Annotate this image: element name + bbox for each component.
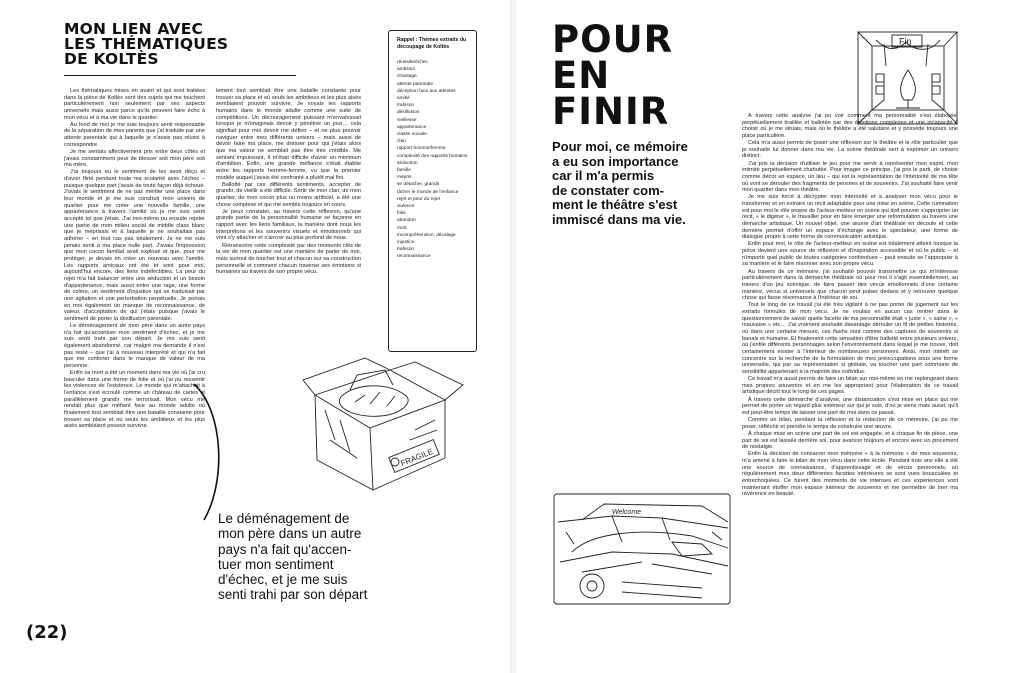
body-paragraph: À travers cette analyse j'ai pu voir comment ma personnalité s'est élaborée, perpétuellement tiraillée et ballotée par des émotions complexes et une incapacité à choisir où je me situais, mais où le théâtre a été salutaire et y possède toujours une place particulière. xyxy=(742,113,958,139)
body-paragraph: Le déménagement de mon père dans un autre pays n'a fait qu'accentuer mon sentiment d'échec, et je me suis senti trahi par son départ. Je me suis senti également abandonné, car malgré ma demande il n'est pas resté – que j'ai à nouveau interprété et qui n'a fait que me conforter dans le manque de valeur de ma personne. xyxy=(64,322,205,369)
right-title-line: FINIR xyxy=(552,90,670,133)
theme-item: tâcher le monde de l'enfance xyxy=(397,189,459,195)
pull-quote-line: tuer mon sentiment xyxy=(218,556,334,572)
theme-item: abandon xyxy=(397,218,416,224)
lead-line: immiscé dans ma vie. xyxy=(552,211,686,227)
sketch-fragile-box xyxy=(295,340,470,500)
theme-item: appartenance xyxy=(397,124,427,130)
decorative-curve xyxy=(190,382,230,522)
body-paragraph: Les thématiques mises en avant et qui sont traitées dans la pièce de Koltès sont des sujets qui me touchent particulièrement non seulement par ses aspects universels mais aussi parce qu'ils peuvent faire écho à mon vécu et à ma vie dans le quartier. xyxy=(64,88,205,121)
theme-item: mépris xyxy=(397,175,412,181)
lead-line: de constater com- xyxy=(552,182,664,198)
themes-sidebox xyxy=(388,30,477,352)
theme-item: violence xyxy=(397,204,415,210)
right-body-column xyxy=(742,113,958,608)
sketch-fin-label: Fin xyxy=(899,36,912,47)
sketch-car-label: Welcome xyxy=(612,509,642,516)
body-paragraph: J'ai toujours eu le sentiment de les avoir déçu et d'avoir flirté pendant toute ma scolarité avec l'échec – puisque quelque part j'avais de toute façon déjà échoué. J'avais le sentiment de ne pas mériter une place dans leur monde et je me suis construit mon univers de quartier pour me créer une nouvelle famille, une appartenance à travers l'amitié où je me suis senti accepté tel que j'étais. J'ai moi-même pu ensuite rejeter une partie de mon milieu social de middle class blanc que je méprisais et à laquelle je ne souhaitais pas adhérer – en tout cas pas totalement. Je ne me suis jamais senti à ma place nulle part. J'avais l'impression que mon cocon familial avait explosé et que, pour me protéger, je devais en créer un nouveau avec l'amitié. Les rapports amicaux ont été et sont pour moi, aujourd'hui encore, des liens indéfectibles. La peur du rejet m'a fait balancer entre une séduction et un besoin d'appartenance, mais aussi entre une rage, une forme de colère, un sentiment d'injustice qui se traduisait par une agitation et une perturbation perpétuelle. Je portais en moi également un manque de reconnaissance, de valeur, d'acceptation de qui j'étais puisque j'avais le sentiment de porter la désillusion parentale. xyxy=(64,169,205,322)
lead-line: ment le théâtre s'est xyxy=(552,197,678,213)
theme-item: famille xyxy=(397,168,411,174)
body-paragraph: Je me suis forcé à décrypter mon intériorité et à analyser mon vécu pour le transformer et en extraire un récit adaptable pour une mise en scène. Cette rumination est pour moi le rôle propre de l'acteur-metteur en scène qui doit pouvoir s'approprier un récit, « le digérer », le travailler pour en faire émerger une reformulation au travers une démarche artistique. Un nouvel objet, une œuvre d'art théâtrale en découle et cette dernière permet d'offrir un espace d'échange avec le spectateur, une forme de dialogue propre à cette forme de communication artistique. xyxy=(742,194,958,241)
theme-item: réussite/échec xyxy=(397,60,428,65)
body-paragraph: Retranscrire cette complexité par des moments clés de la vie de mon quartier est une manière de parler de moi, mais surtout de toucher tout et chacun sur sa construction personnelle et comment chacun traverse ses émotions si humaines au travers de son propre vécu. xyxy=(216,242,361,276)
left-page-title xyxy=(64,22,294,67)
theme-item: rapport homme/femme xyxy=(397,146,446,152)
body-paragraph: Au fond de moi je me suis toujours senti responsable de la séparation de mes parents que j'ai traduite par une attente parentale qui à laquelle je n'avais pas réussi à correspondre. xyxy=(64,121,205,148)
pull-quote-line: senti trahi par son départ xyxy=(218,587,368,603)
left-title-line: DE KOLTÈS xyxy=(64,50,159,68)
body-paragraph: Enfin la décision de consacrer mon mémoire « à la mémoire » de mes souvenirs, m'a amené à faire le bilan de mon vécu dans cette école. Pendant trois ans elle a été une source de connaissance, d'apprentissage et de vécus personnels, où régulièrement mes deux différentes facettes intérieures se sont vues bousculées et entrechoquées. Ce furent des moments de vie intenses et ces expériences vont maintenant étoffer mon espace intérieur de souvenirs et me permettre de tirer ma révérence en beauté. xyxy=(742,451,958,498)
theme-item: trahison xyxy=(397,247,415,253)
sidebox-title: Rappel : Thèmes extraits du découpage de Koltès xyxy=(397,37,467,50)
page-number: (22) xyxy=(26,622,68,643)
body-paragraph: lement tout semblait être une bataille constante pour trouver sa place et où seuls les ambitieux et les plus aisés semblaient pouvoir survivre. Je voyais les rapports humains dans le monde adulte comme une suite de compétitions. Un découragement puissant m'envahissait lorsque je m'imaginais devoir y pénétrer un jour… cela signifiait pour moi devoir me définir – et ne plus pouvoir naviguer entre mes différents univers – mais aussi de devoir faire ma place, me dresser pour qui j'étais alors que ma valeur ne semblait pas être très crédible. Me sentant impuissant, il m'était difficile d'avoir un minimum d'ambition. Enfin, une grande méfiance s'était établie entre les rapports homme-femme, vu que le premier modèle auquel j'avais été confronté a plutôt mal fini. xyxy=(216,88,361,181)
right-page-title xyxy=(552,18,674,133)
title-rule xyxy=(64,75,296,76)
theme-item: vieillesse xyxy=(397,117,417,123)
right-title-line: EN xyxy=(552,54,611,97)
theme-item: séduction xyxy=(397,160,418,166)
theme-item: complexité des rapports humains xyxy=(397,153,468,159)
lead-line: a eu son importance xyxy=(552,153,679,169)
themes-list xyxy=(397,59,468,261)
pull-quote-line: mon père dans un autre xyxy=(218,526,362,542)
pull-quote-line: d'échec, et je me suis xyxy=(218,572,348,588)
left-body-column-1 xyxy=(64,88,205,508)
theme-item: chantage xyxy=(397,74,417,80)
left-title-line: LES THÉMATIQUES xyxy=(64,35,229,53)
body-paragraph: Comme un bilan, pendant la réflexion et la rédaction de ce mémoire, j'ai pu me poser, réfléchir et prendre le temps de construire une œuvre. xyxy=(742,417,958,430)
theme-item: attente parentale xyxy=(397,81,434,87)
body-paragraph: Cela m'a aussi permis de poser une réflexion sur le théâtre et le rôle particulier que je souhaite lui donner dans ma vie. La scène théâtrale sert à exprimer un univers distinct. xyxy=(742,140,958,160)
body-paragraph: Je me sentais affectivement pris entre deux côtés et j'avais constamment peur de blesser soit mon père soit ma mère. xyxy=(64,148,205,169)
lead-line: Pour moi, ce mémoire xyxy=(552,139,688,154)
pull-quote-line: Le déménagement de xyxy=(218,511,350,526)
body-paragraph: Enfin pour moi, le rôle de l'acteur-metteur en scène est totalement atteint lorsque la pièce devient une source de réflexion et d'inspiration accessible et où le public – et n'importe quel public de toutes catégories confondues – peut ensuite se l'approprier à sa manière et le faire résonner avec son propre vécu. xyxy=(742,241,958,268)
body-paragraph: Au travers de ce mémoire, j'ai souhaité pouvoir transmettre ce qui m'intéresse particulièrement dans la démarche théâtrale où pour moi il s'agit essentiellement, au travers d'un jeu scénique, de faire passer des vécus émotionnels d'une certaine manière, vécus si universels que chacun peut puiser dedans et y retrouver quelque chose qui fasse résonnance à l'intérieur de soi. xyxy=(742,268,958,302)
body-paragraph: Tout le long de ce travail j'ai été très vigilant à ne pas porter de jugement sur les extraits formulés de mon vécu. Je ne voulais en aucun cas rentrer dans le questionnement de savoir quelle facette de ma personnalité était « juste », « saine », « mauvaise » etc… J'ai vraiment souhaité davantage dérouler un fil de petites histoires, où dans une certaine mesure, ces flashs sont comme des captures de souvenirs si banals et humains. Et finalement cette sensation d'être ballotté entre plusieurs univers, où j'enfile différents personnages selon l'environnement dans lequel je me trouve, doit certainement exister à l'intérieur de nombreuses personnes. Ainsi, mon intérêt se concentre sur la recherche de la formulation de mes préoccupations sous une forme universelle, qui par sa représentation si globale, va toucher une part commune de sensibilité appartenant à la majorité des individus. xyxy=(742,302,958,375)
sketch-fin-stage xyxy=(856,30,959,126)
right-lead-quote xyxy=(552,140,742,228)
theme-item: ambition xyxy=(397,67,416,73)
body-paragraph: À chaque mise en scène une part de soi est engagée, et à chaque fin de pièce, une part de soi est laissée derrière soi, pour avancer toujours et encore avec un pincement de nostalgie. xyxy=(742,430,958,451)
theme-item: incompréhension, décalage xyxy=(397,232,456,238)
sketch-car xyxy=(552,492,732,606)
left-body-column-2 xyxy=(216,88,361,370)
body-paragraph: J'ai pris la décision d'utiliser le jeu pour me servir à représenter mon esprit, mon intimité perpétuellement chahutée. Pour imager ce principe, j'ai pris le parti, de choisir comme décor un espace, un lieu – qui est la représentation de l'intériorité de ma tête où vont se dérouler des fragments de pensées et de souvenirs. J'ai souhaité faire venir mon quartier dans mon théâtre. xyxy=(742,160,958,194)
theme-item: injustice xyxy=(397,240,415,246)
left-title-line: MON LIEN AVEC xyxy=(64,20,204,38)
theme-item: folie xyxy=(397,211,406,217)
theme-item: reconnaissance xyxy=(397,254,431,260)
theme-item: déception face aux attentes xyxy=(397,88,456,94)
theme-item: rejet et peur du rejet xyxy=(397,196,440,202)
theme-item: désillusion xyxy=(397,110,420,116)
theme-item: trahison xyxy=(397,103,415,109)
book-gutter xyxy=(510,0,516,673)
theme-item: se détacher, grandir xyxy=(397,182,440,188)
body-paragraph: Ce travail m'a aussi permis de faire un bilan sur moi-même en me replongeant dans mes propres souvenirs et en me les appropriant pour l'élaboration de ce travail artistique décrit tout le long de ces pages. xyxy=(742,376,958,396)
pull-quote-line: pays n'a fait qu'accen- xyxy=(218,541,352,557)
left-pull-quote xyxy=(218,511,398,603)
body-paragraph: Ballotté par ces différents sentiments, accepter de grandir, de vieillir a été difficile. Sortir de mon clan, de mon quartier, de mon cocon plus ou moins artificiel, a été une chose complexe et qui me semble toujours en cours. xyxy=(216,181,361,208)
theme-item: mort xyxy=(397,225,407,231)
body-paragraph: À travers cette démarche d'analyse, une distanciation s'est mise en place qui me permet de porter un regard plus extérieur sur qui je suis, d'où je viens mais aussi, qu'il est peut-être temps de laisser une part de moi dans ce passé. xyxy=(742,396,958,416)
theme-item: clan xyxy=(397,139,406,145)
sketch-box-label: FRAGILE xyxy=(399,446,435,469)
lead-line: car il m'a permis xyxy=(552,168,655,184)
body-paragraph: Je peux constater, au travers cette réflexion, qu'une grande partie de la personnalité humaine se façonne en rapport avec les liens familiaux, la manière dont nous les interprétons et les souvenirs visuels et émotionnels qui vont s'y attacher et s'ancrer au plus profond de nous. xyxy=(216,208,361,242)
theme-item: amitié xyxy=(397,96,410,102)
theme-item: classe sociale xyxy=(397,132,427,138)
body-paragraph: Enfin sa mort a été un moment dans ma vie où j'ai cru basculer dans une forme de folie et où j'ai pu ressentir les violences de l'existence. Le monde qui m'attachait à l'enfance s'est écroulé comme un château de cartes et parallèlement grandir me terrorisait. Mon vécu me rendait plus que méfiant face au monde adulte où finalement tout semblait être une bataille constante pour trouver sa place et où seuls les ambitieux et les plus aisés semblaient pouvoir survivre. xyxy=(64,370,205,430)
right-title-line: POUR xyxy=(552,18,674,61)
